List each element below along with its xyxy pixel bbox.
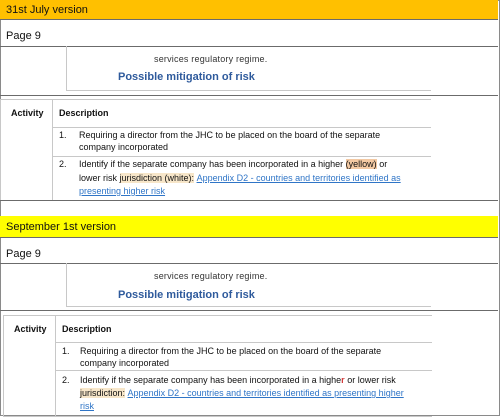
appendix-link-continued[interactable]: risk bbox=[80, 401, 94, 411]
version-banner-september: September 1st version bbox=[0, 216, 498, 238]
page-label-top: Page 9 bbox=[6, 30, 41, 42]
text-span: or bbox=[376, 159, 388, 169]
list-item-text bbox=[79, 172, 401, 184]
activity-table-bottom bbox=[3, 315, 432, 417]
list-item-text bbox=[79, 185, 165, 197]
document-snippet-top bbox=[66, 46, 431, 91]
highlight-jurisdiction: jurisdiction (white): bbox=[119, 173, 195, 183]
appendix-link[interactable]: Appendix D2 - countries and territories identified as bbox=[196, 173, 401, 183]
row-divider bbox=[55, 370, 432, 371]
list-item-text: company incorporated bbox=[80, 358, 170, 368]
text-span: Identify if the separate company has been incorporated in a highe bbox=[80, 375, 342, 385]
cut-off-text-bottom: services regulatory regime. bbox=[154, 271, 268, 281]
list-number: 1. bbox=[62, 346, 70, 356]
list-number: 2. bbox=[62, 375, 70, 385]
text-span: Identify if the separate company has been incorporated in a higher bbox=[79, 159, 346, 169]
list-number: 1. bbox=[59, 130, 67, 140]
column-header-activity: Activity bbox=[14, 324, 47, 334]
row-divider bbox=[52, 156, 431, 157]
list-item-text bbox=[79, 158, 387, 170]
column-header-description: Description bbox=[59, 108, 109, 118]
list-item-text bbox=[80, 400, 94, 412]
list-item-text: Requiring a director from the JHC to be placed on the board of the separate bbox=[79, 130, 381, 140]
list-number: 2. bbox=[59, 159, 67, 169]
divider bbox=[0, 200, 498, 201]
highlight-yellow: (yellow) bbox=[345, 159, 377, 169]
column-header-description: Description bbox=[62, 324, 112, 334]
mitigation-heading-top: Possible mitigation of risk bbox=[118, 71, 255, 83]
row-divider bbox=[55, 342, 432, 343]
text-span: lower risk bbox=[79, 173, 120, 183]
list-item-text bbox=[80, 387, 404, 399]
row-divider bbox=[52, 127, 431, 128]
cut-off-text-top: services regulatory regime. bbox=[154, 54, 268, 64]
page-label-bottom: Page 9 bbox=[6, 248, 41, 260]
highlight-jurisdiction: jurisdiction: bbox=[80, 388, 126, 398]
column-header-activity: Activity bbox=[11, 108, 44, 118]
divider bbox=[0, 95, 498, 96]
list-item-text: Requiring a director from the JHC to be placed on the board of the separate bbox=[80, 346, 382, 356]
column-divider bbox=[52, 100, 53, 200]
activity-table-top bbox=[0, 99, 431, 201]
column-divider bbox=[55, 316, 56, 416]
list-item-text bbox=[80, 374, 396, 386]
list-item-text: company incorporated bbox=[79, 142, 169, 152]
version-banner-july: 31st July version bbox=[0, 0, 498, 20]
appendix-link[interactable]: Appendix D2 - countries and territories identified as presenting higher bbox=[127, 388, 404, 398]
appendix-link-continued[interactable]: presenting higher risk bbox=[79, 186, 166, 196]
divider bbox=[0, 310, 498, 311]
mitigation-heading-bottom: Possible mitigation of risk bbox=[118, 289, 255, 301]
edit-marker: r bbox=[341, 375, 345, 385]
text-span: or lower risk bbox=[344, 375, 396, 385]
